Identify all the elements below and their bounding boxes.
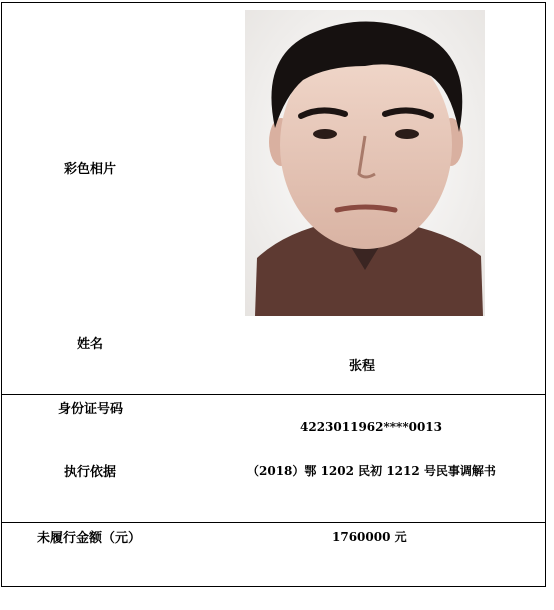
execution-basis-label: 执行依据: [64, 465, 117, 480]
row-divider-1: [1, 394, 546, 395]
photo-label: 彩色相片: [64, 162, 117, 177]
execution-basis-value: （2018）鄂 1202 民初 1212 号民事调解书: [247, 464, 496, 478]
id-number-value: 4223011962****0013: [300, 420, 442, 434]
person-portrait-icon: [245, 10, 485, 316]
name-label: 姓名: [77, 337, 104, 352]
unpaid-amount-label: 未履行金额（元）: [37, 531, 142, 546]
name-value: 张程: [349, 359, 376, 374]
unpaid-amount-value: 1760000 元: [332, 530, 407, 544]
id-number-label: 身份证号码: [58, 402, 124, 417]
row-divider-2: [1, 522, 546, 523]
